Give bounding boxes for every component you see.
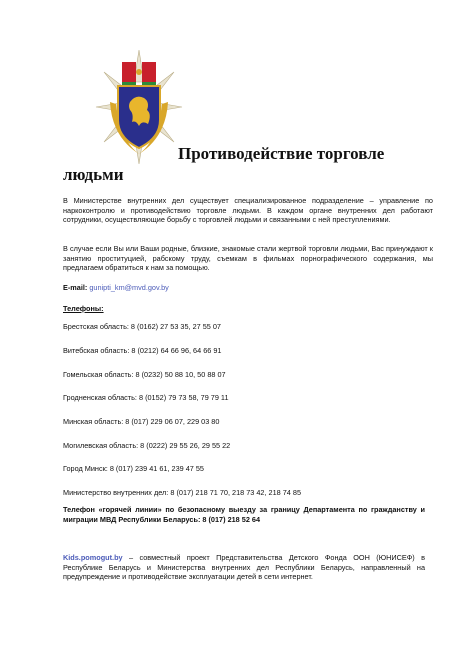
phone-minsk-region: Минская область: 8 (017) 229 06 07, 229 03 80 [63,417,220,426]
intro-paragraph: В Министерстве внутренних дел существует специализированное подразделение – управление по наркоконтролю и противодействию торговле людьми. В каждом органе внутренних дел работают сотрудники, осуществляющие борьбу с торговлей людьми и связанными с ней преступлениями. [63,196,433,225]
kids-description: – совместный проект Представительства Детского Фонда ООН (ЮНИСЕФ) в Республике Беларусь и Министерства внутренних дел Республики Беларусь, направленный на предупреждение и противодействие эксплуатации детей в сети интернет. [63,553,425,582]
phone-minsk-city: Город Минск: 8 (017) 239 41 61, 239 47 55 [63,464,204,473]
mvd-emblem-icon [92,42,186,166]
phone-ministry: Министерство внутренних дел: 8 (017) 218 71 70, 218 73 42, 218 74 85 [63,488,302,497]
phone-grodno: Гродненская область: 8 (0152) 79 73 58, 79 79 11 [63,393,229,402]
email-line [63,283,169,292]
page-title [63,143,448,184]
phones-heading: Телефоны: [63,304,104,313]
kids-paragraph [63,553,425,582]
title-line-2: людьми [63,165,124,184]
appeal-paragraph: В случае если Вы или Ваши родные, близкие, знакомые стали жертвой торговли людьми, Вас принуждают к занятию проституцией, рабскому труду, съемкам в фильмах порнографического содержания, мы предлагаем обратиться к нам за помощью. [63,244,433,273]
phone-brest: Брестская область: 8 (0162) 27 53 35, 27 55 07 [63,322,221,331]
hotline-paragraph: Телефон «горячей линии» по безопасному выезду за границу Департамента по гражданству и миграции МВД Республики Беларусь: 8 (017) 218 52 64 [63,505,425,524]
phone-vitebsk: Витебская область: 8 (0212) 64 66 96, 64 66 91 [63,346,222,355]
email-link[interactable]: gunipti_km@mvd.gov.by [89,283,169,292]
phone-mogilev: Могилевская область: 8 (0222) 29 55 26, 29 55 22 [63,441,231,450]
email-label: E-mail: [63,283,88,292]
phone-gomel: Гомельская область: 8 (0232) 50 88 10, 50 88 07 [63,370,226,379]
title-line-1: Противодействие торговле [178,144,385,163]
kids-link[interactable]: Kids.pomogut.by [63,553,123,562]
